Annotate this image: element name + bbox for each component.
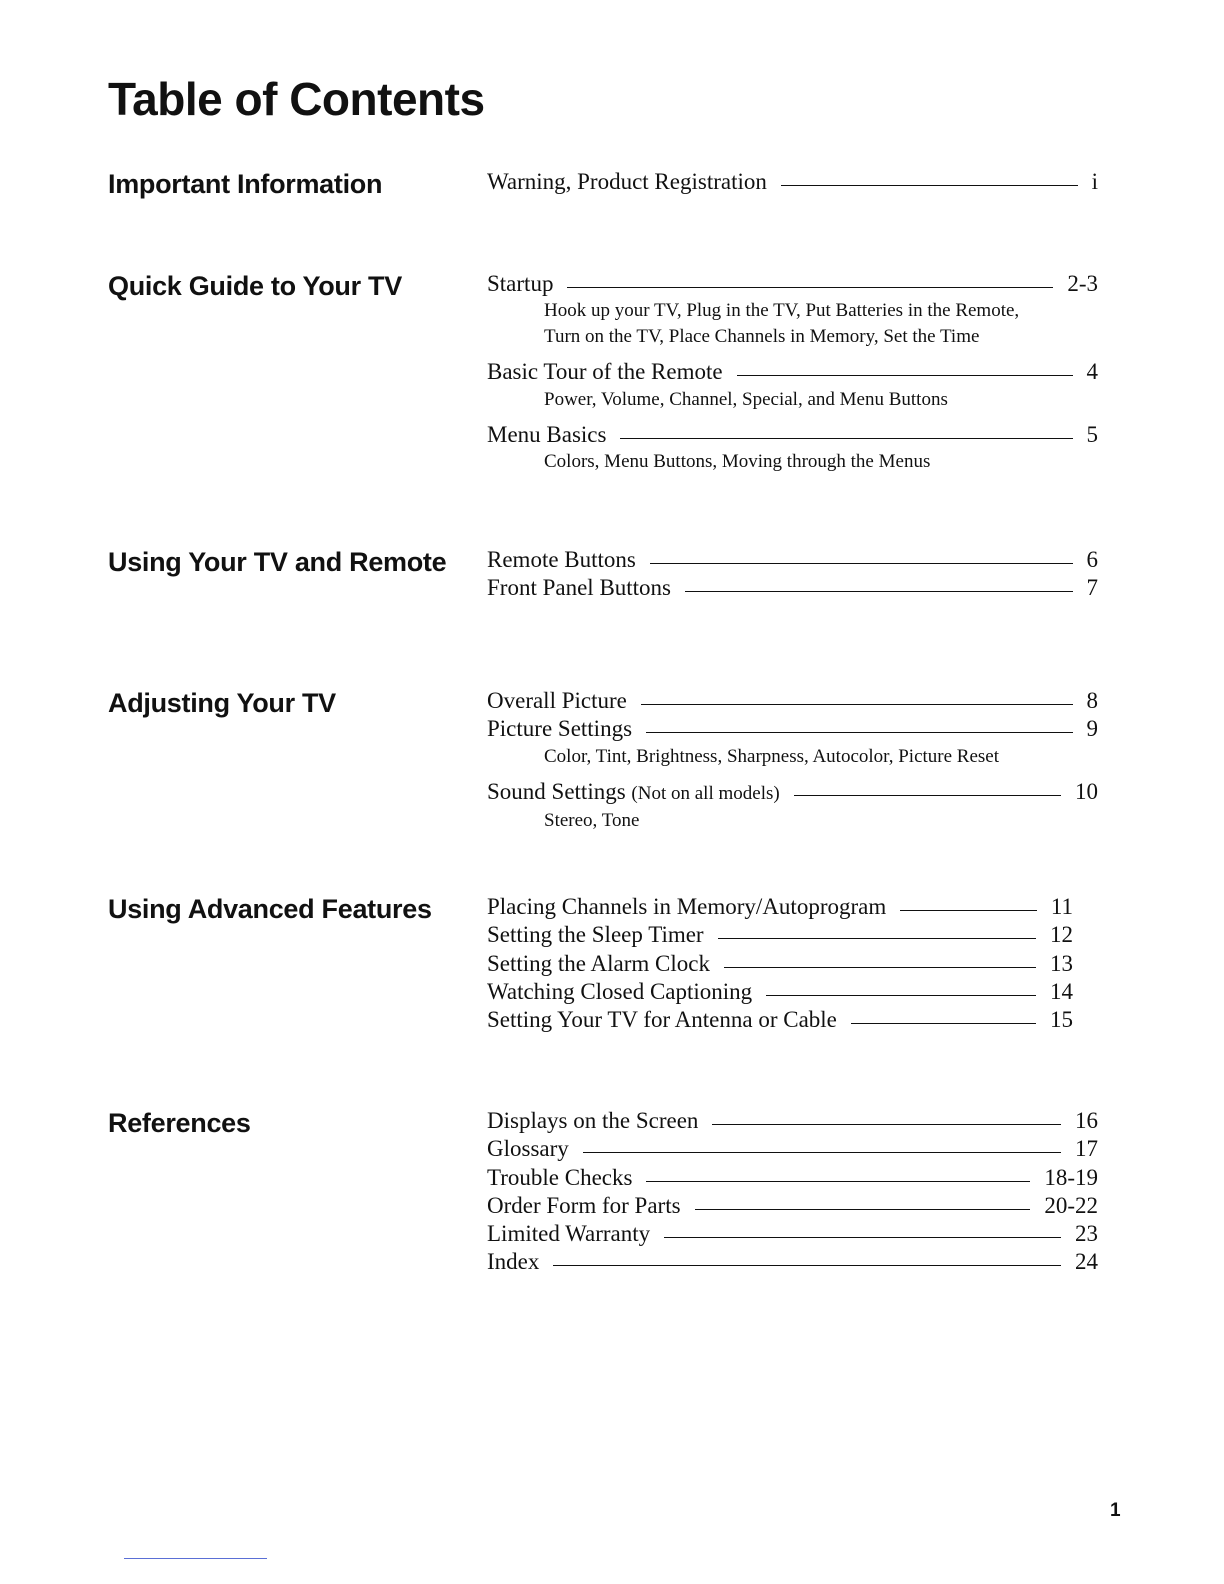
entry-title-text: Setting Your TV for Antenna or Cable [487,1007,837,1033]
entry-title [487,950,710,978]
entry-page-number: 2-3 [1067,271,1098,296]
toc-entry-front-panel-buttons [487,574,1098,602]
toc-entry-displays-on-the-screen [487,1107,1098,1135]
toc-entry-remote-buttons [487,546,1098,574]
entry-page-number: 20-22 [1044,1192,1098,1218]
entry-subtopics: Power, Volume, Channel, Special, and Menu Buttons [544,388,948,410]
toc-entry-menu-basics [487,421,1098,449]
entry-title [487,893,886,921]
toc-entry-index [487,1248,1098,1276]
leader-line [685,591,1072,592]
toc-entry-order-form-for-parts [487,1192,1098,1220]
entry-spacer [487,350,1098,358]
entry-title-text: Picture Settings [487,716,633,742]
entry-page-number: 4 [1086,359,1098,385]
entry-title-text: Placing Channels in Memory/Autoprogram [487,894,887,919]
entry-page-number: 13 [1050,950,1073,976]
section-heading: Adjusting Your TV [108,688,336,718]
entry-title [487,778,780,808]
leader-line [900,910,1037,911]
entry-spacer [487,770,1098,778]
leader-line [724,967,1036,968]
toc-entry-warning-product-registration [487,168,1098,196]
entry-page-number: 8 [1086,688,1098,713]
entry-title-text: Menu Basics [487,421,607,447]
entry-title-text: Setting the Sleep Timer [487,922,704,948]
toc-entry-setting-the-alarm-clock [487,950,1073,978]
entry-page-number: 15 [1050,1007,1073,1033]
entry-title [487,421,606,449]
entry-title [487,1164,632,1192]
entry-title-text: Limited Warranty [487,1221,651,1247]
entry-page-number: 10 [1075,778,1098,804]
leader-line [781,185,1078,186]
toc-entry-limited-warranty [487,1220,1098,1248]
entry-page-number: 5 [1086,421,1098,447]
toc-entry-glossary [487,1135,1098,1163]
leader-line [794,795,1061,796]
section-heading: Important Information [108,169,383,199]
entry-title-text: Sound Settings [487,778,626,804]
entry-page-number: 7 [1086,575,1098,601]
entry-subtopics: Stereo, Tone [544,809,640,831]
toc-entry-placing-channels-in-memory-autoprogram [487,893,1073,921]
leader-line [718,938,1036,939]
entry-title-text: Basic Tour of the Remote [487,359,723,385]
entry-page-number: 9 [1086,716,1098,742]
entry-title-text: Trouble Checks [487,1164,633,1190]
toc-entry-setting-the-sleep-timer [487,921,1073,949]
entry-title [487,358,723,386]
entry-title [487,168,767,196]
leader-line [737,375,1073,376]
toc-entry-setting-your-tv-for-antenna-or-cable [487,1006,1073,1034]
section-heading: Quick Guide to Your TV [108,271,402,301]
entry-list [487,1107,1098,1277]
entry-title-text: Displays on the Screen [487,1108,699,1133]
entry-subtopics: Hook up your TV, Plug in the TV, Put Batteries in the Remote, [544,300,1020,322]
section-heading: Using Your TV and Remote [108,547,447,577]
entry-title-text: Setting the Alarm Clock [487,950,710,976]
toc-entry-startup [487,270,1098,298]
entry-page-number: 11 [1050,894,1073,919]
page-title: Table of Contents [108,73,485,125]
section-heading: Using Advanced Features [108,894,432,924]
bottom-divider [124,1558,267,1559]
entry-title [487,1248,539,1276]
entry-subtopics: Color, Tint, Brightness, Sharpness, Autocolor, Picture Reset [544,745,1000,767]
entry-title [487,574,671,602]
leader-line [620,438,1072,439]
entry-page-number: 14 [1050,978,1073,1004]
section-heading: References [108,1108,251,1138]
entry-spacer [487,413,1098,421]
toc-entry-watching-closed-captioning [487,978,1073,1006]
toc-entry-picture-settings [487,715,1098,743]
entry-note: (Not on all models) [631,782,780,804]
leader-line [766,995,1036,996]
entry-title [487,715,632,743]
entry-title-text: Index [487,1249,540,1275]
entry-title-text: Warning, Product Registration [487,169,767,194]
entry-page-number: 18-19 [1044,1164,1098,1190]
entry-title-text: Order Form for Parts [487,1192,681,1218]
entry-title [487,270,553,298]
entry-subtopics: Turn on the TV, Place Channels in Memory, Set the Time [544,326,980,348]
entry-title [487,921,704,949]
entry-page-number: 12 [1050,922,1073,948]
entry-title [487,1220,650,1248]
entry-list [487,546,1098,603]
entry-subtopics: Colors, Menu Buttons, Moving through the Menus [544,450,931,472]
leader-line [641,704,1073,705]
entry-title-text: Watching Closed Captioning [487,978,753,1004]
entry-title-text: Glossary [487,1136,569,1162]
entry-title [487,978,752,1006]
entry-title-text: Startup [487,271,554,296]
entry-title-text: Remote Buttons [487,547,636,572]
entry-title [487,1107,698,1135]
leader-line [664,1237,1061,1238]
leader-line [695,1209,1031,1210]
entry-list [487,893,1098,1034]
toc-entry-trouble-checks [487,1164,1098,1192]
toc-entry-overall-picture [487,687,1098,715]
entry-list [487,687,1098,834]
entry-page-number: 17 [1075,1136,1098,1162]
entry-title [487,1006,837,1034]
entry-title [487,1135,569,1163]
entry-page-number: i [1091,169,1098,194]
entry-title [487,687,627,715]
leader-line [583,1152,1061,1153]
leader-line [567,287,1053,288]
entry-page-number: 6 [1086,547,1098,572]
entry-title-text: Front Panel Buttons [487,575,672,601]
leader-line [712,1124,1061,1125]
leader-line [851,1023,1036,1024]
leader-line [646,1181,1030,1182]
entry-page-number: 16 [1075,1108,1098,1133]
toc-entry-sound-settings [487,778,1098,808]
entry-title [487,546,636,574]
entry-title-text: Overall Picture [487,688,627,713]
toc-entry-basic-tour-of-the-remote [487,358,1098,386]
page-number: 1 [1110,1500,1121,1521]
leader-line [553,1265,1061,1266]
leader-line [646,732,1072,733]
entry-title [487,1192,681,1220]
entry-list [487,168,1098,196]
entry-page-number: 24 [1075,1249,1098,1275]
entry-list [487,270,1098,475]
entry-page-number: 23 [1075,1221,1098,1247]
leader-line [650,563,1073,564]
